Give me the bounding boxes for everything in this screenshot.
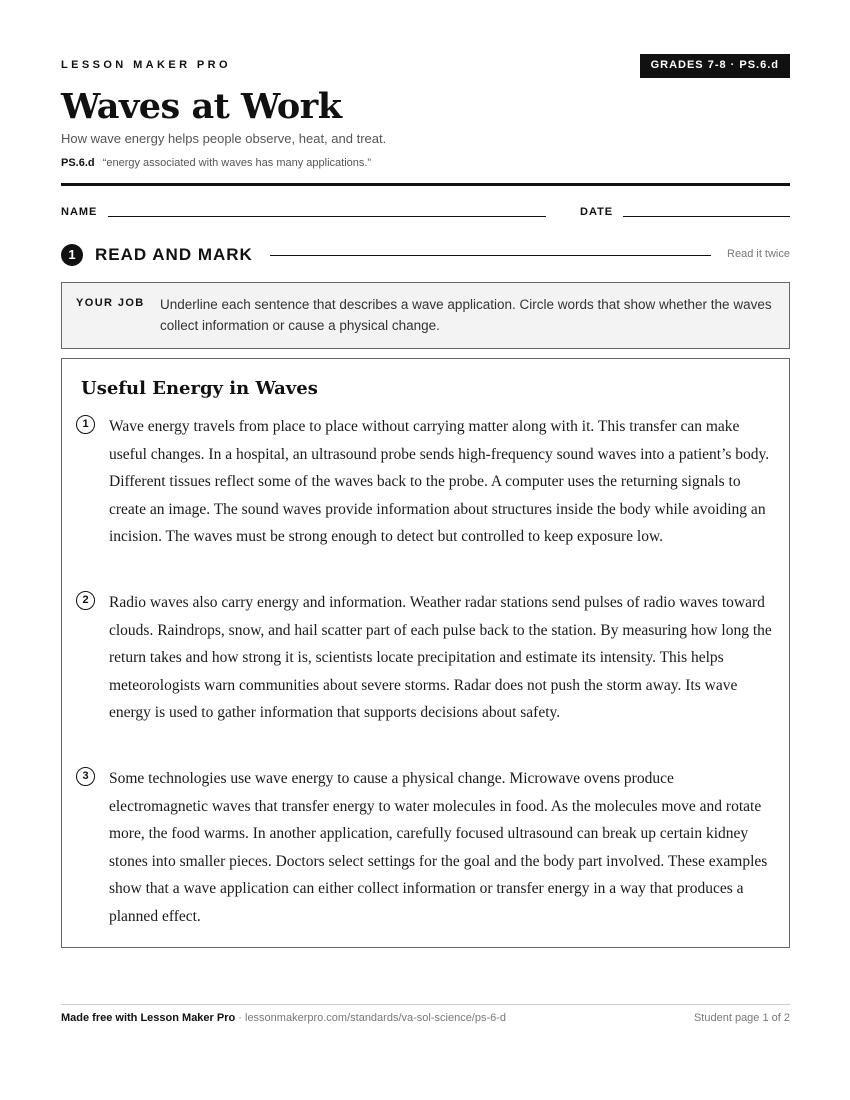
paragraph-number: 2 (76, 591, 95, 610)
page-subtitle: How wave energy helps people observe, heat, and treat. (61, 131, 387, 146)
reading-passage (61, 358, 790, 948)
paragraph-number: 1 (76, 415, 95, 434)
grade-badge: GRADES 7-8 · PS.6.d (640, 54, 790, 78)
section-divider (270, 255, 711, 256)
page-title: Waves at Work (61, 86, 342, 127)
header-divider (61, 183, 790, 186)
paragraph-number: 3 (76, 767, 95, 786)
page-indicator: Student page 1 of 2 (693, 1012, 790, 1024)
instructions-label: YOUR JOB (76, 297, 145, 309)
paragraph: Some technologies use wave energy to cause a physical change. Microwave ovens produce electromagnetic waves that transfer energy to water molecules in food. As the molecules move and rotate more, the food warms. In another application, carefully focused ultrasound can break up certain kidney stones into smaller pieces. Doctors select settings for the goal and the body part involved. These examples show that a wave application can either collect information or transfer energy in a way that produces a planned effect. (109, 770, 768, 925)
section-title: READ AND MARK (95, 245, 253, 264)
section-number-badge: 1 (61, 244, 83, 266)
date-field[interactable] (623, 216, 790, 217)
passage-title: Useful Energy in Waves (81, 378, 318, 399)
brand-name: LESSON MAKER PRO (61, 59, 231, 71)
section-hint: Read it twice (727, 248, 790, 260)
name-field[interactable] (108, 216, 546, 217)
instructions-text: Underline each sentence that describes a wave application. Circle words that show whether the waves collect information or cause a physical change. (160, 297, 772, 333)
paragraph: Radio waves also carry energy and information. Weather radar stations send pulses of radio waves toward clouds. Raindrops, snow, and hail scatter part of each pulse back to the station. By measuring how long the return takes and how strong it is, scientists locate precipitation and estimate its intensity. This helps meteorologists warn communities about severe storms. Radar does not push the storm away. Its wave energy is used to gather information that supports decisions about safety. (109, 594, 772, 721)
footer-divider (61, 1004, 790, 1005)
paragraph: Wave energy travels from place to place without carrying matter along with it. This transfer can make useful changes. In a hospital, an ultrasound probe sends high-frequency sound waves into a patient’s body. Different tissues reflect some of the waves back to the probe. A computer uses the returning signals to create an image. The sound waves provide information about structures inside the body while avoiding an incision. The waves must be strong enough to detect but controlled to keep exposure low. (109, 418, 770, 545)
date-label: DATE (580, 206, 614, 218)
standard-code: PS.6.d (61, 157, 95, 169)
standard-line (61, 157, 371, 169)
footer-credit (61, 1012, 506, 1024)
standard-text: “energy associated with waves has many applications.” (102, 157, 372, 169)
footer-made-with: Made free with Lesson Maker Pro (61, 1012, 236, 1024)
name-label: NAME (61, 206, 98, 218)
footer-url[interactable]: · lessonmakerpro.com/standards/va-sol-science/ps-6-d (235, 1012, 507, 1024)
instructions-box (61, 282, 790, 349)
